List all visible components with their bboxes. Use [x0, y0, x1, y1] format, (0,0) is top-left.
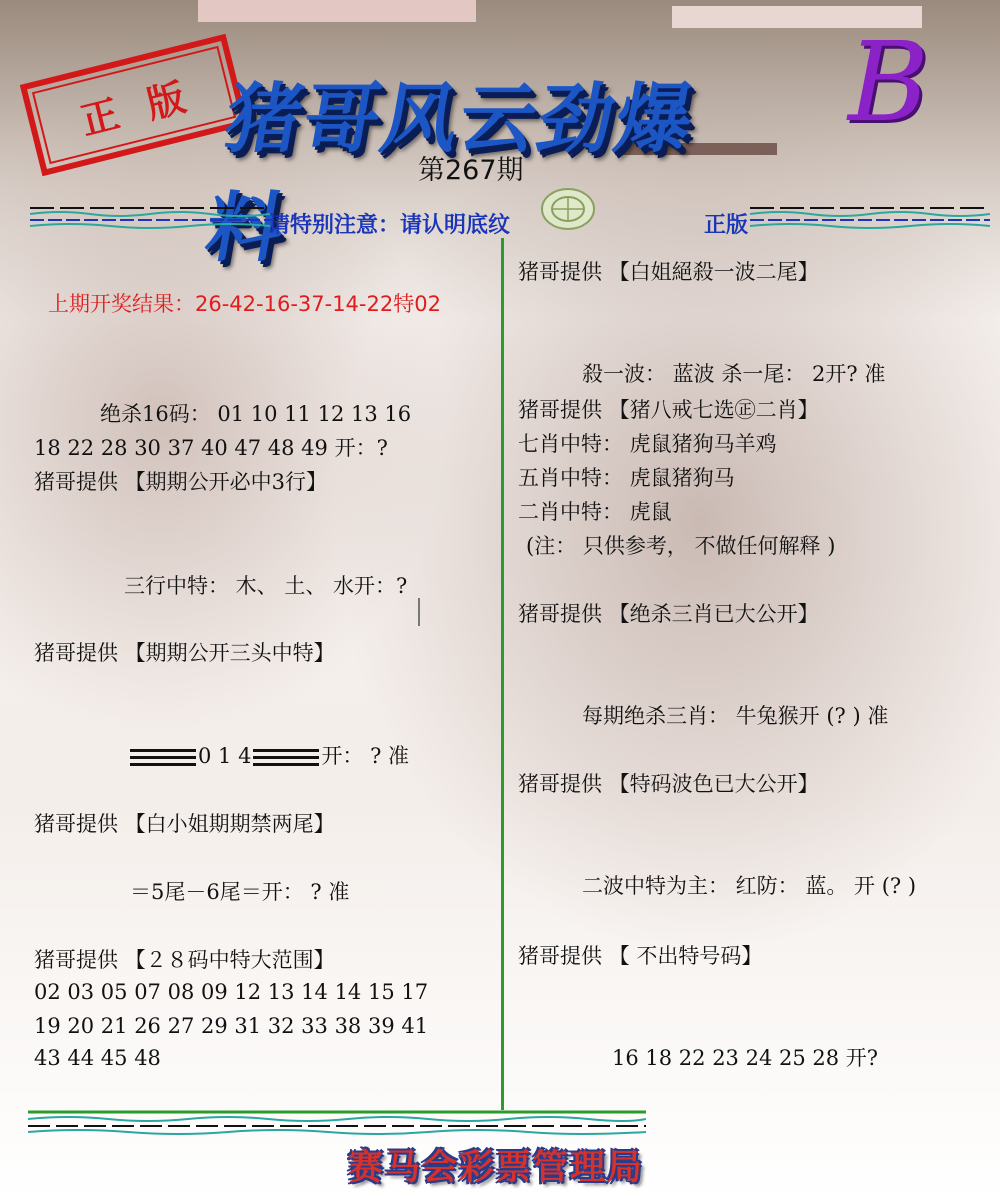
heads-digits: 0 1 4 — [198, 744, 252, 768]
section-body-kill-three: 每期绝杀三肖： 牛兔猴开 (? ) 准 — [582, 704, 889, 728]
mark-line — [418, 598, 420, 626]
footer-issuer: 赛马会彩票管理局 — [348, 1148, 645, 1188]
section-title-wave-tails: 猪哥提供 【白姐絕殺一波二尾】 — [518, 260, 819, 284]
wave-band-right — [750, 202, 990, 230]
kill16-line-2: 18 22 28 30 37 40 47 48 49 开：? — [34, 436, 388, 460]
codes-row-2: 19 20 21 26 27 29 31 32 33 38 39 41 — [34, 1014, 429, 1038]
section-body-two-tails: ＝5尾－6尾＝开： ? 准 — [130, 880, 350, 904]
section-title-wave-color: 猪哥提供 【特码波色已大公开】 — [518, 772, 819, 796]
last-draw-result: 上期开奖结果：26-42-16-37-14-22特02 — [48, 292, 441, 316]
section-title-three-heads: 猪哥提供 【期期公开三头中特】 — [34, 641, 335, 665]
watermark-seal-icon — [540, 186, 596, 232]
codes-row-1: 02 03 05 07 08 09 12 13 14 14 15 17 — [34, 980, 429, 1004]
section-title-two-tails: 猪哥提供 【白小姐期期禁两尾】 — [34, 812, 335, 836]
section-title-3-rows: 猪哥提供 【期期公开必中3行】 — [34, 470, 328, 494]
notice-text: 请特别注意：请认明底纹 — [268, 213, 511, 238]
zodiac-two: 二肖中特： 虎鼠 — [518, 500, 672, 524]
page-title: 猪哥风云劲爆料 — [199, 74, 702, 272]
edition-letter: B — [848, 18, 929, 146]
kill16-line-1: 绝杀16码： 01 10 11 12 13 16 — [100, 402, 412, 426]
section-body-3-rows: 三行中特： 木、 土、 水开：? — [124, 574, 408, 598]
issue-number: 第267期 — [418, 155, 524, 186]
stamp-char-right: 版 — [141, 72, 194, 127]
wave-band-bottom — [28, 1108, 646, 1136]
wave-band-left — [30, 202, 270, 230]
trigram-bars-icon — [253, 749, 319, 767]
authentic-stamp — [20, 34, 248, 176]
section-body-three-heads — [128, 740, 409, 770]
section-body-wave-tails: 殺一波： 蓝波 杀一尾： 2开? 准 — [582, 362, 886, 386]
section-title-no-special: 猪哥提供 【 不出特号码】 — [518, 944, 763, 968]
zodiac-five: 五肖中特： 虎鼠猪狗马 — [518, 466, 735, 490]
header-bar-left — [198, 0, 476, 22]
section-title-28-codes: 猪哥提供 【２８码中特大范围】 — [34, 948, 335, 972]
zodiac-seven: 七肖中特： 虎鼠猪狗马羊鸡 — [518, 432, 777, 456]
heads-suffix: 开： ? 准 — [321, 744, 410, 768]
section-title-zodiac: 猪哥提供 【猪八戒七选㊣二肖】 — [518, 398, 819, 422]
trigram-bars-icon — [130, 749, 196, 767]
notice-authentic: 正版 — [704, 213, 749, 238]
zodiac-note: (注： 只供参考， 不做任何解释 ) — [526, 534, 836, 558]
section-body-wave-color: 二波中特为主： 红防： 蓝。 开 (? ) — [582, 874, 917, 898]
section-body-no-special: 16 18 22 23 24 25 28 开? — [612, 1046, 879, 1070]
codes-row-3: 43 44 45 48 — [34, 1046, 161, 1070]
section-title-kill-three: 猪哥提供 【绝杀三肖已大公开】 — [518, 602, 819, 626]
column-divider — [501, 238, 504, 1110]
stamp-char-left: 正 — [75, 89, 128, 144]
